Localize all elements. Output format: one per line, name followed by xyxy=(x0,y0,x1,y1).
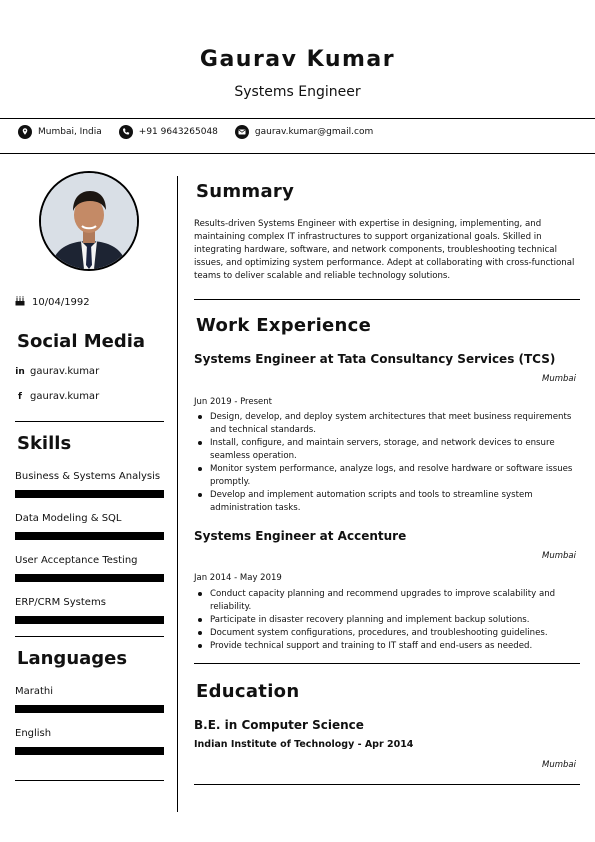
social-item-linkedin[interactable] xyxy=(15,366,99,377)
job-dates: Jan 2014 - May 2019 xyxy=(194,573,282,583)
work-experience-heading: Work Experience xyxy=(196,315,372,336)
language-label: Marathi xyxy=(15,686,54,697)
phone-text: +91 9643265048 xyxy=(138,127,218,137)
skill-label: User Acceptance Testing xyxy=(15,555,138,566)
linkedin-handle: gaurav.kumar xyxy=(30,366,100,377)
location-text: Mumbai, India xyxy=(38,127,102,137)
list-item: Monitor system performance, analyze logs, and resolve hardware or software issues promptly. xyxy=(194,463,580,489)
summary-text: Results-driven Systems Engineer with expertise in designing, implementing, and maintaining complex IT infrastructures to support organizational goals. Skilled in integrating hardware, software, and network components, troubleshooting technical issues, and optimizing system performance. Adept at collaborating with cross-functional teams to deliver scalable and reliable technology solutions. xyxy=(194,219,575,281)
list-item: Install, configure, and maintain servers, storage, and network devices to ensure seamless operation. xyxy=(194,437,580,463)
job-title: Systems Engineer at Accenture xyxy=(194,529,407,543)
list-item: Document system configurations, procedures, and troubleshooting guidelines. xyxy=(194,627,580,640)
job-title: Systems Engineer at Tata Consultancy Services (TCS) xyxy=(194,352,556,366)
candidate-title: Systems Engineer xyxy=(234,84,361,100)
list-item: Participate in disaster recovery planning and implement backup solutions. xyxy=(194,614,580,627)
languages-heading: Languages xyxy=(17,648,128,669)
right-divider-summary xyxy=(194,299,580,300)
email-icon xyxy=(235,125,249,139)
language-label: English xyxy=(15,728,52,739)
job-duties-list xyxy=(194,411,580,515)
left-divider-languages xyxy=(15,780,164,781)
skill-bar xyxy=(15,574,164,582)
header-divider-bottom xyxy=(0,153,595,154)
contact-phone xyxy=(119,125,218,139)
facebook-icon: f xyxy=(18,391,22,402)
dob-text: 10/04/1992 xyxy=(32,297,90,308)
right-divider-education xyxy=(194,784,580,785)
skill-bar xyxy=(15,532,164,540)
language-bar xyxy=(15,705,164,713)
social-media-heading: Social Media xyxy=(17,331,146,352)
skill-label: ERP/CRM Systems xyxy=(15,597,106,608)
skill-label: Data Modeling & SQL xyxy=(15,513,122,524)
contact-email xyxy=(235,125,373,139)
skill-bar xyxy=(15,490,164,498)
summary-heading: Summary xyxy=(196,181,295,202)
skill-label: Business & Systems Analysis xyxy=(15,471,161,482)
list-item: Conduct capacity planning and recommend upgrades to improve scalability and reliability. xyxy=(194,588,580,614)
contact-location xyxy=(18,125,102,139)
right-divider-experience xyxy=(194,663,580,664)
list-item: Design, develop, and deploy system architectures that meet business requirements and technical standards. xyxy=(194,411,580,437)
list-item: Develop and implement automation scripts and tools to streamline system administration tasks. xyxy=(194,489,580,515)
column-divider xyxy=(177,176,178,812)
skills-heading: Skills xyxy=(17,433,72,454)
phone-icon xyxy=(119,125,133,139)
job-duties-list xyxy=(194,588,580,653)
left-divider-social xyxy=(15,421,164,422)
left-divider-skills xyxy=(15,636,164,637)
linkedin-icon: in xyxy=(15,366,25,377)
candidate-name: Gaurav Kumar xyxy=(199,47,396,72)
education-degree: B.E. in Computer Science xyxy=(194,718,364,732)
location-pin-icon xyxy=(18,125,32,139)
job-location: Mumbai xyxy=(542,551,576,561)
date-of-birth xyxy=(15,296,90,309)
profile-photo xyxy=(39,171,139,271)
education-institution: Indian Institute of Technology - Apr 2014 xyxy=(194,739,414,750)
education-location: Mumbai xyxy=(542,760,576,770)
job-location: Mumbai xyxy=(542,374,576,384)
language-bar xyxy=(15,747,164,755)
email-text: gaurav.kumar@gmail.com xyxy=(254,127,374,137)
social-item-facebook[interactable] xyxy=(15,391,99,402)
skill-bar xyxy=(15,616,164,624)
job-dates: Jun 2019 - Present xyxy=(194,397,272,407)
cake-icon xyxy=(15,296,25,309)
facebook-handle: gaurav.kumar xyxy=(30,391,100,402)
education-heading: Education xyxy=(196,681,300,702)
header-divider-top xyxy=(0,118,595,119)
contact-bar xyxy=(18,124,390,140)
list-item: Provide technical support and training to IT staff and end-users as needed. xyxy=(194,640,580,653)
